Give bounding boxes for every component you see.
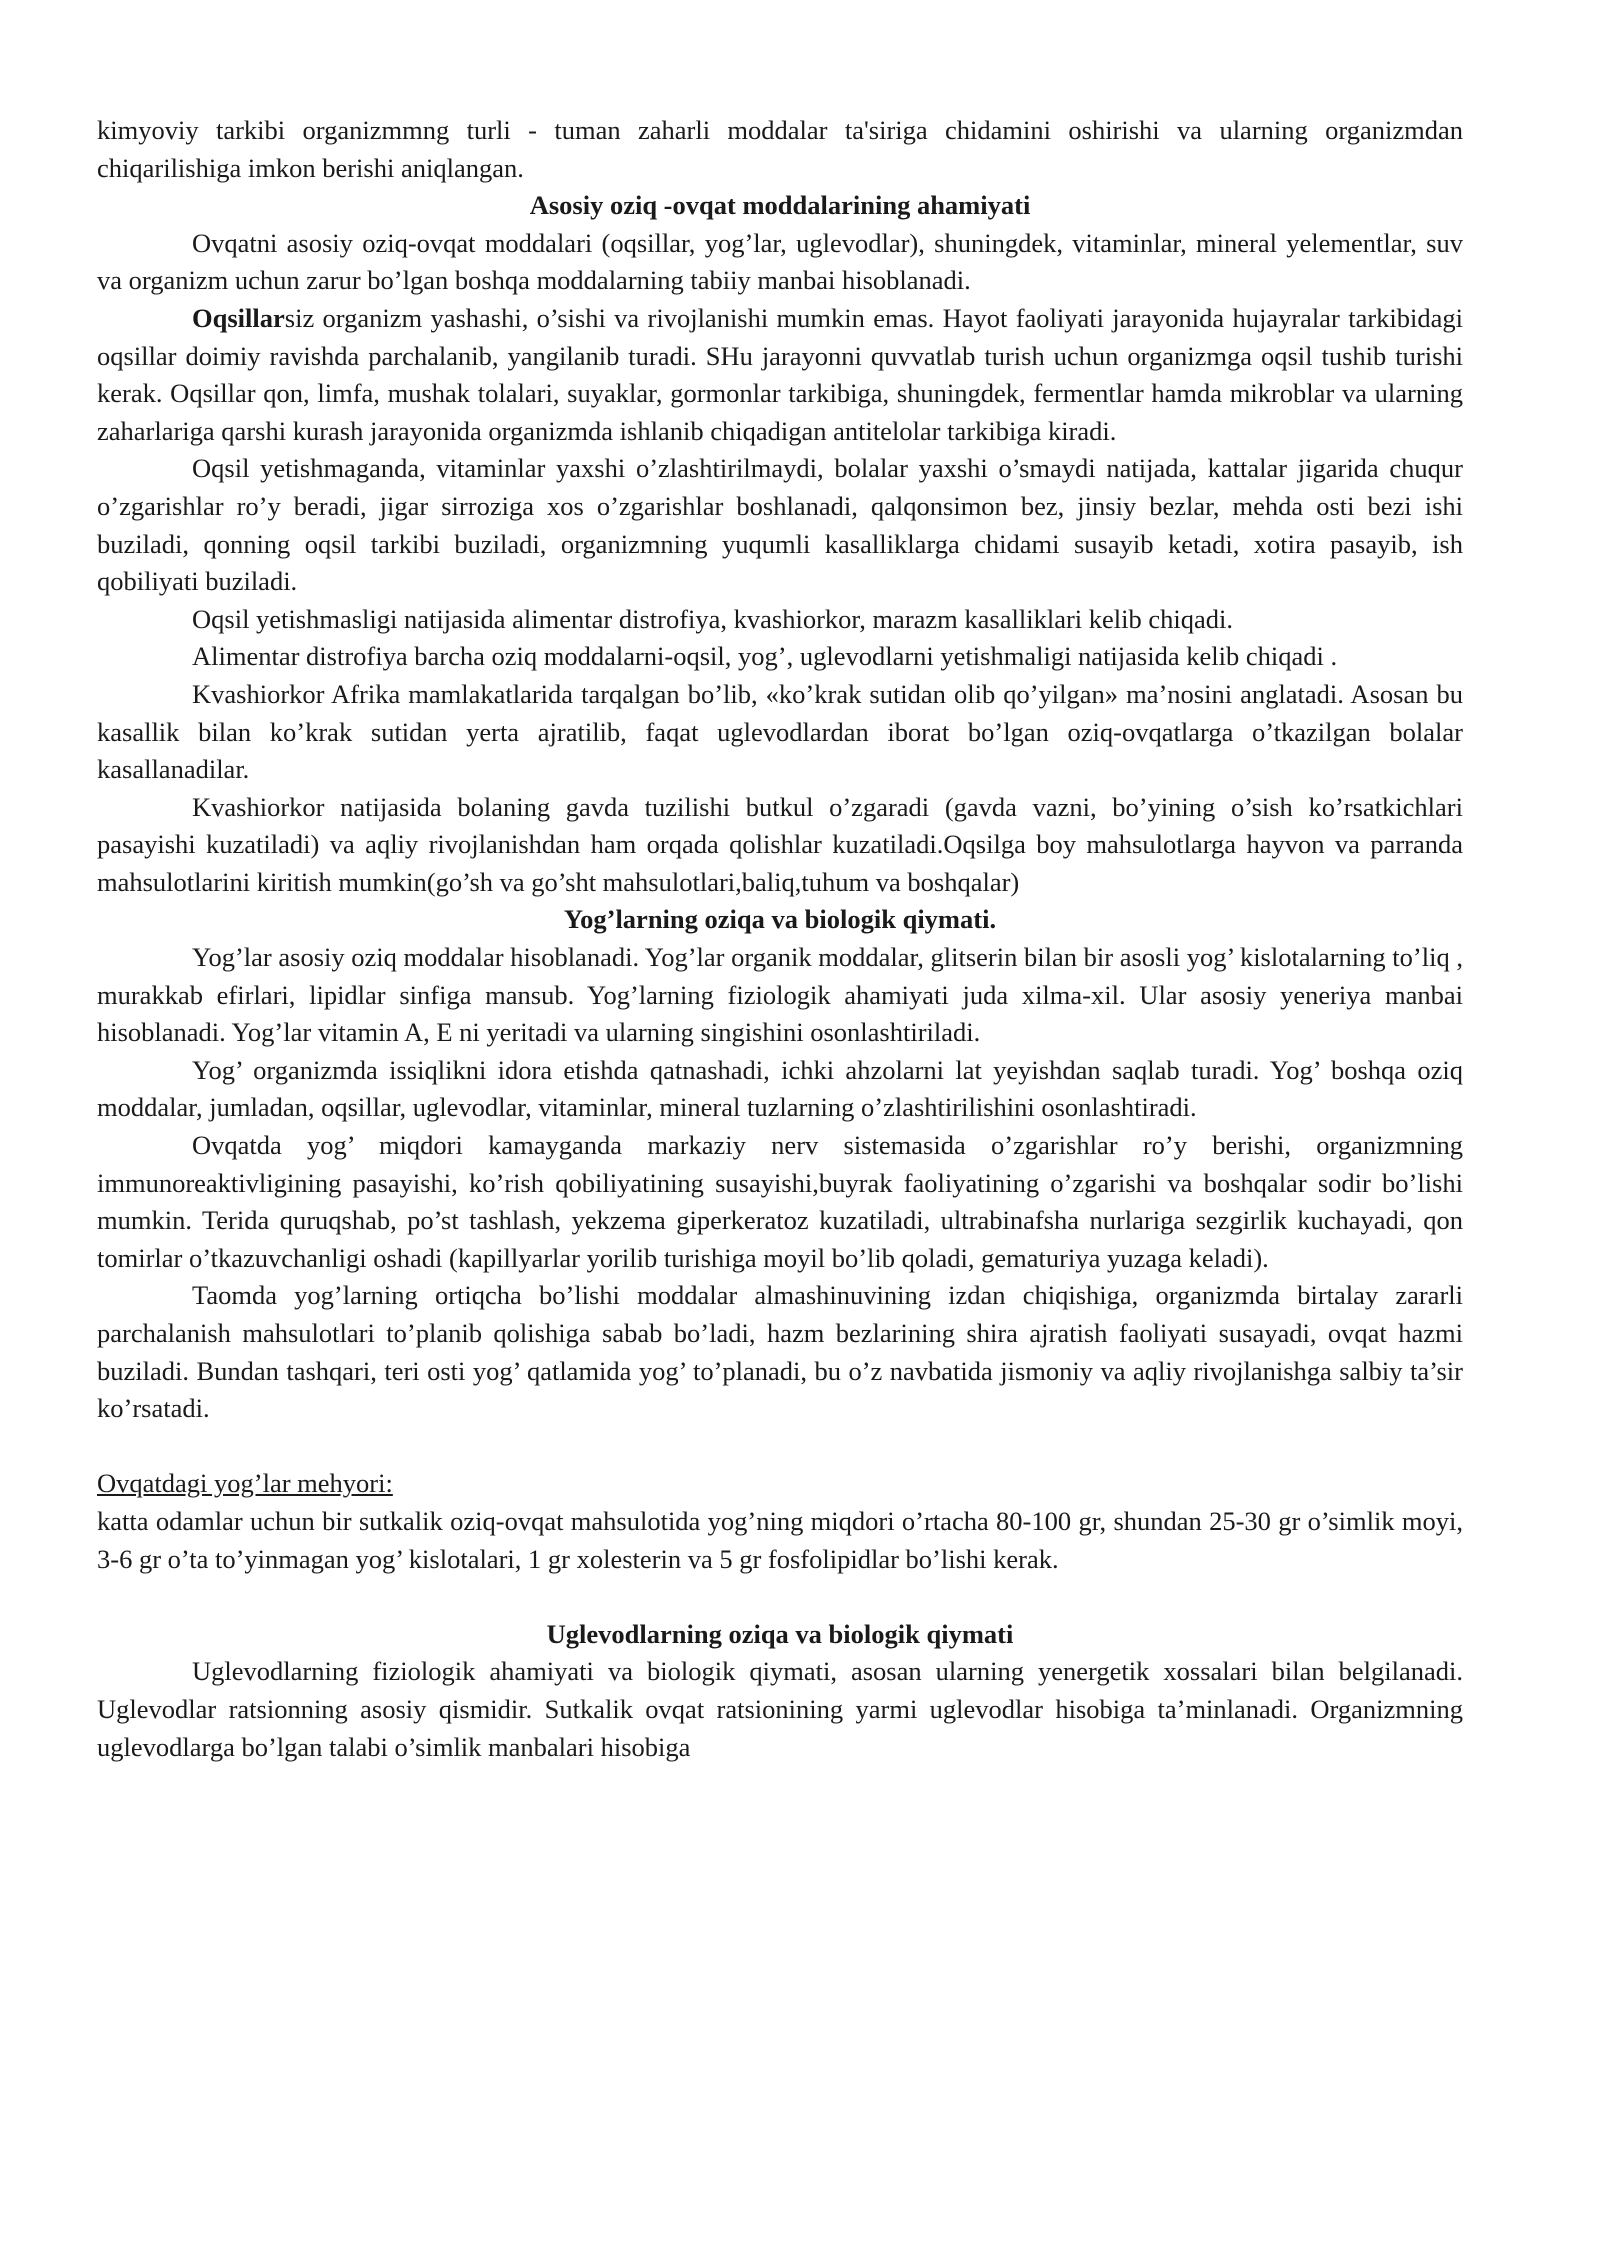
spacer: [97, 1578, 1463, 1616]
paragraph-protein-deficiency: Oqsil yetishmaganda, vitaminlar yaxshi o’zlashtirilmaydi, bolalar yaxshi o’smaydi natijada, kattalar jigarida chuqur o’zgarishlar ro’y beradi, jigar sirroziga xos o’zgarishlar boshlanadi, qalqonsimon bez, jinsiy bezlar, mehda osti bezi ishi buziladi, qonning oqsil tarkibi buziladi, organizmning yuqumli kasalliklarga chidami susayib ketadi, xotira pasayib, ish qobiliyati buziladi.: [97, 453, 1463, 597]
paragraph-fat-norm: katta odamlar uchun bir sutkalik oziq-ovqat mahsulotida yog’ning miqdori o’rtacha 80-100 gr, shundan 25-30 gr o’simlik moyi, 3-6 gr o’ta to’yinmagan yog’ kislotalari, 1 gr xolesterin va 5 gr fosfolipidlar bo’lishi kerak.: [97, 1505, 1463, 1574]
spacer: [97, 1428, 1463, 1466]
paragraph-proteins: [97, 300, 1463, 450]
paragraph-fat-deficiency: Ovqatda yog’ miqdori kamayganda markaziy nerv sistemasida o’zgarishlar ro’y berishi, organizmning immunoreaktivligining pasayishi, ko’rish qobiliyatining susayishi,buyrak faoliyatining o’zgarishi va boshqalar sodir bo’lishi mumkin. Terida quruqshab, po’st tashlash, yekzema giperkeratoz kuzatiladi, ultrabinafsha nurlariga sezgirlik kuchayadi, qon tomirlar o’tkazuvchanligi oshadi (kapillyarlar yorilib turishiga moyil bo’lib qoladi, gematuriya yuzaga keladi).: [97, 1130, 1463, 1273]
document-page: [97, 112, 1463, 1766]
paragraph-carbohydrates: Uglevodlarning fiziologik ahamiyati va biologik qiymati, asosan ularning yenergetik xossalari bilan belgilanadi. Uglevodlar ratsionning asosiy qismidir. Sutkalik ovqat ratsionining yarmi uglevodlar hisobiga ta’minlanadi. Organizmning uglevodlarga bo’lgan talabi o’simlik manbalari hisobiga: [97, 1656, 1463, 1762]
heading-main-nutrients: Asosiy oziq -ovqat moddalarining ahamiyati: [529, 190, 1031, 221]
paragraph-kwashiorkor: Kvashiorkor Afrika mamlakatlarida tarqalgan bo’lib, «ko’krak sutidan olib qo’yilgan» ma’nosini anglatadi. Asosan bu kasallik bilan ko’krak sutidan yerta ajratilib, faqat uglevodlardan iborat bo’lgan oziq-ovqatlarga o’tkazilgan bolalar kasallanadilar.: [97, 678, 1463, 785]
paragraph-alimentary-dystrophy: Alimentar distrofiya barcha oziq moddalarni-oqsil, yog’, uglevodlarni yetishmaligi natijasida kelib chiqadi .: [192, 641, 1338, 672]
paragraph-fats-function: Yog’ organizmda issiqlikni idora etishda qatnashadi, ichki ahzolarni lat yeyishdan saqlab turadi. Yog’ boshqa oziq moddalar, jumladan, oqsillar, uglevodlar, vitaminlar, mineral tuzlarning o’zlashtirilishini osonlashtiradi.: [97, 1054, 1463, 1123]
subheading-fat-norm: Ovqatdagi yog’lar mehyori:: [97, 1468, 393, 1499]
paragraph-fat-excess: Taomda yog’larning ortiqcha bo’lishi moddalar almashinuvining izdan chiqishiga, organizmda birtalay zararli parchalanish mahsulotlari to’planib qolishiga sabab bo’ladi, hazm bezlarining shira ajratish faoliyati susayadi, ovqat hazmi buziladi. Bundan tashqari, teri osti yog’ qatlamida yog’ to’planadi, bu o’z navbatida jismoniy va aqliy rivojlanishga salbiy ta’sir ko’rsatadi.: [97, 1280, 1463, 1424]
proteins-term: Oqsillar: [192, 302, 285, 333]
paragraph-deficiency-diseases: Oqsil yetishmasligi natijasida alimentar distrofiya, kvashiorkor, marazm kasalliklari kelib chiqadi.: [192, 603, 1234, 634]
proteins-text: siz organizm yashashi, o’sishi va rivojlanishi mumkin emas. Hayot faoliyati jarayonida hujayralar tarkibidagi oqsillar doimiy ravishda parchalanib, yangilanib turadi. SHu jarayonni quvvatlab turish uchun organizmga oqsil tushib turishi kerak. Oqsillar qon, limfa, mushak tolalari, suyaklar, gormonlar tarkibiga, shuningdek, fermentlar hamda mikroblar va ularning zaharlariga qarshi kurash jarayonida organizmda ishlanib chiqadigan antitelolar tarkibiga kiradi.: [97, 302, 1463, 446]
paragraph-nutrients-source: Ovqatni asosiy oziq-ovqat moddalari (oqsillar, yog’lar, uglevodlar), shuningdek, vitaminlar, mineral yelementlar, suv va organizm uchun zarur bo’lgan boshqa moddalarning tabiiy manbai hisoblanadi.: [97, 227, 1463, 296]
paragraph-kwashiorkor-effects: Kvashiorkor natijasida bolaning gavda tuzilishi butkul o’zgaradi (gavda vazni, bo’yining o’sish ko’rsatkichlari pasayishi kuzatiladi) va aqliy rivojlanishdan ham orqada qolishlar kuzatiladi.Oqsilga boy mahsulotlarga hayvon va parranda mahsulotlarini kiritish mumkin(go’sh va go’sht mahsulotlari,baliq,tuhum va boshqalar): [97, 791, 1463, 897]
paragraph-intro: kimyoviy tarkibi organizmmng turli - tuman zaharli moddalar ta'siriga chidamini oshirishi va ularning organizmdan chiqarilishiga imkon berishi aniqlangan.: [97, 115, 1463, 183]
heading-carbohydrates: Uglevodlarning oziqa va biologik qiymati: [546, 1618, 1014, 1649]
paragraph-fats-intro: Yog’lar asosiy oziq moddalar hisoblanadi. Yog’lar organik moddalar, glitserin bilan bir asosli yog’ kislotalarning to’liq , murakkab efirlari, lipidlar sinfiga mansub. Yog’larning fiziologik ahamiyati juda xilma-xil. Ular asosiy yeneriya manbai hisoblanadi. Yog’lar vitamin A, E ni yeritadi va ularning singishini osonlashtiriladi.: [97, 942, 1463, 1048]
heading-fats: Yog’larning oziqa va biologik qiymati.: [563, 904, 997, 935]
